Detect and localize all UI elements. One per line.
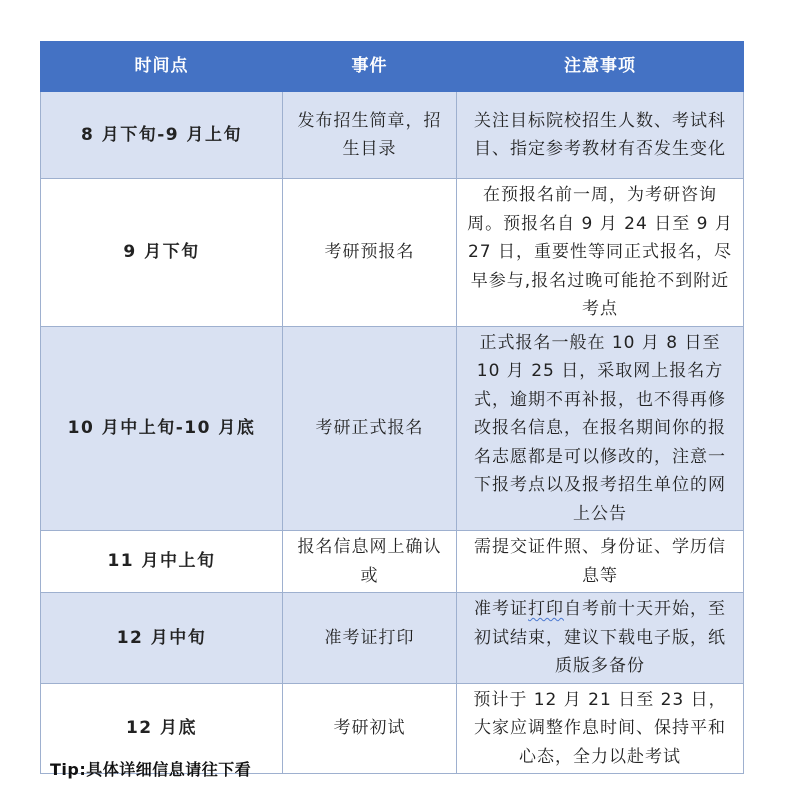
time-cell: 11 月中上旬	[41, 531, 283, 593]
notes-cell	[457, 593, 744, 684]
event-cell: 发布招生简章，招生目录	[283, 92, 457, 179]
column-header-notes: 注意事项	[457, 42, 744, 92]
notes-text: 准考证	[474, 599, 528, 619]
notes-text: 自考前十天开始，至初试结束，建议下载电子版，纸质版多备份	[474, 599, 726, 676]
table-row	[41, 531, 744, 593]
time-cell: 12 月中旬	[41, 593, 283, 684]
table-row	[41, 593, 744, 684]
notes-cell: 预计于 12 月 21 日至 23 日，大家应调整作息时间、保持平和心态，全力以赴考试	[457, 683, 744, 774]
event-cell: 考研预报名	[283, 179, 457, 327]
time-cell: 8 月下旬-9 月上旬	[41, 92, 283, 179]
notes-cell: 正式报名一般在 10 月 8 日至 10 月 25 日，采取网上报名方式，逾期不再补报，也不得再修改报名信息，在报名期间你的报名志愿都是可以修改的，注意一下报考点以及报考招生单位的网上公告	[457, 326, 744, 531]
event-cell: 报名信息网上确认或	[283, 531, 457, 593]
table-header-row	[41, 42, 744, 92]
tip-text: Tip:具体详细信息请往下看	[50, 760, 252, 779]
notes-cell: 需提交证件照、身份证、学历信息等	[457, 531, 744, 593]
schedule-table	[40, 41, 744, 774]
time-cell: 10 月中上旬-10 月底	[41, 326, 283, 531]
time-cell: 12 月底	[41, 683, 283, 774]
table-row	[41, 326, 744, 531]
event-cell: 准考证打印	[283, 593, 457, 684]
notes-cell: 关注目标院校招生人数、考试科目、指定参考教材有否发生变化	[457, 92, 744, 179]
table-row	[41, 92, 744, 179]
column-header-event: 事件	[283, 42, 457, 92]
event-cell: 考研初试	[283, 683, 457, 774]
time-cell: 9 月下旬	[41, 179, 283, 327]
column-header-time: 时间点	[41, 42, 283, 92]
notes-cell: 在预报名前一周，为考研咨询周。预报名自 9 月 24 日至 9 月 27 日，重要性等同正式报名，尽早参与,报名过晚可能抢不到附近考点	[457, 179, 744, 327]
spellcheck-marked-text: 打印	[528, 599, 564, 619]
table-row	[41, 179, 744, 327]
event-cell: 考研正式报名	[283, 326, 457, 531]
